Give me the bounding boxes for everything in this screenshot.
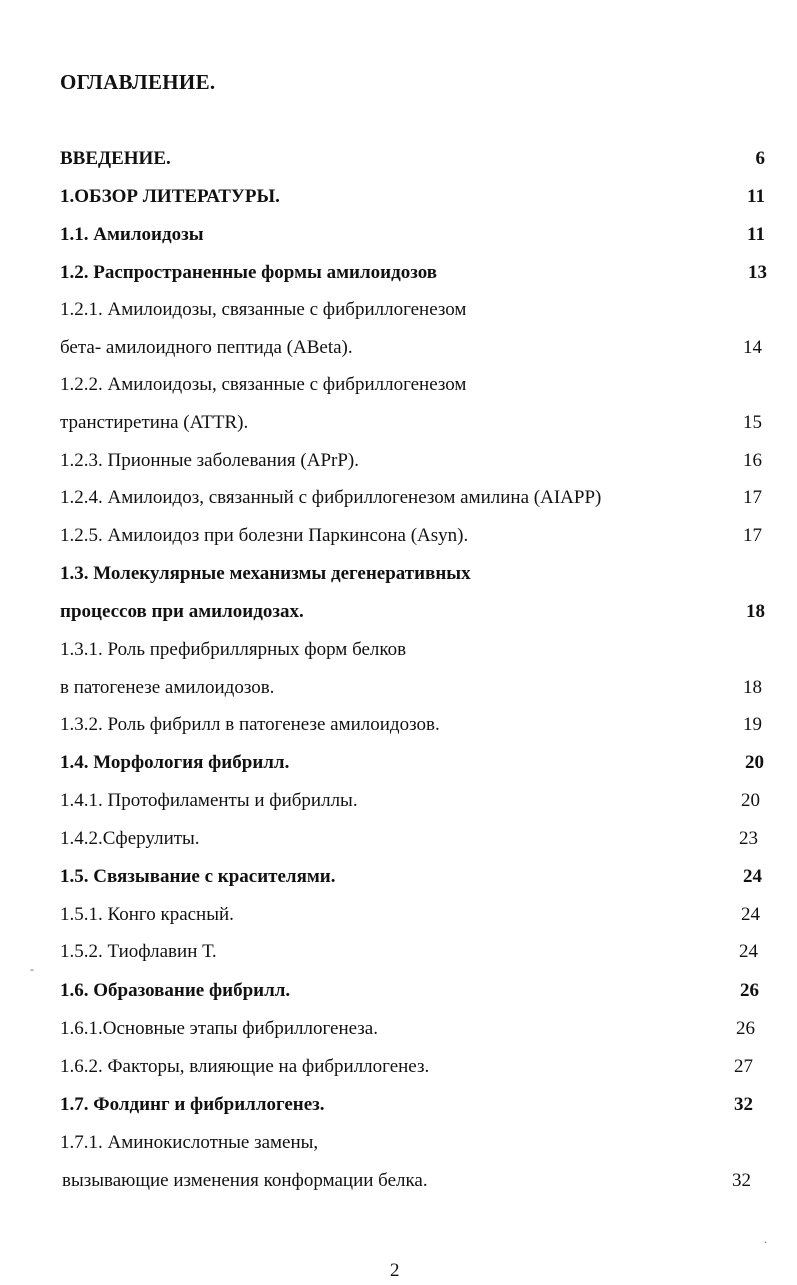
- toc-entry-text: транстиретина (ATTR).: [60, 412, 249, 433]
- toc-entry-text: 1.2.3. Прионные заболевания (APrP).: [60, 450, 360, 471]
- toc-title: ОГЛАВЛЕНИЕ.: [60, 70, 216, 94]
- toc-entry-page: 24: [739, 941, 758, 962]
- toc-entry-page: 11: [747, 186, 765, 207]
- toc-entry-text: 1.2.2. Амилоидозы, связанные с фибриллогенезом: [60, 374, 467, 395]
- toc-entry-page: 20: [741, 790, 760, 811]
- toc-entry-page: 24: [743, 866, 762, 887]
- toc-entry-text: 1.7. Фолдинг и фибриллогенез.: [60, 1094, 325, 1115]
- toc-entry-text: 1.ОБЗОР ЛИТЕРАТУРЫ.: [60, 186, 280, 207]
- toc-entry-page: 32: [732, 1170, 751, 1191]
- toc-entry-text: процессов при амилоидозах.: [60, 601, 304, 622]
- toc-entry-page: 11: [747, 224, 765, 245]
- toc-entry-text: 1.1. Амилоидозы: [60, 224, 204, 245]
- toc-entry-text: 1.6.1.Основные этапы фибриллогенеза.: [60, 1018, 378, 1039]
- toc-entry-text: 1.2.5. Амилоидоз при болезни Паркинсона (Asyn).: [60, 525, 469, 546]
- toc-entry-text: 1.5. Связывание с красителями.: [60, 866, 336, 887]
- toc-entry-text: 1.6.2. Факторы, влияющие на фибриллогенез.: [60, 1056, 430, 1077]
- toc-entry-text: 1.2.4. Амилоидоз, связанный с фибриллогенезом амилина (AIAPP): [60, 487, 602, 508]
- toc-entry-text: 1.5.1. Конго красный.: [60, 904, 234, 925]
- toc-entry-text: 1.2.1. Амилоидозы, связанные с фибриллогенезом: [60, 299, 467, 320]
- toc-entry-page: 24: [741, 904, 760, 925]
- toc-entry-text: 1.4.1. Протофиламенты и фибриллы.: [60, 790, 358, 811]
- page-number: 2: [390, 1260, 400, 1281]
- toc-entry-page: 27: [734, 1056, 753, 1077]
- scan-speck: .: [764, 1232, 767, 1246]
- toc-entry-page: 6: [755, 148, 765, 169]
- toc-entry-text: в патогенезе амилоидозов.: [60, 677, 275, 698]
- toc-entry-page: 17: [743, 487, 762, 508]
- toc-entry-text: 1.4.2.Сферулиты.: [60, 828, 200, 849]
- toc-entry-page: 26: [736, 1018, 755, 1039]
- toc-entry-page: 18: [746, 601, 765, 622]
- toc-entry-text: вызывающие изменения конформации белка.: [62, 1170, 428, 1191]
- toc-entry-text: ВВЕДЕНИЕ.: [60, 148, 171, 169]
- toc-entry-text: 1.3.2. Роль фибрилл в патогенезе амилоидозов.: [60, 714, 440, 735]
- toc-entry-page: 19: [743, 714, 762, 735]
- toc-entry-text: 1.2. Распространенные формы амилоидозов: [60, 262, 438, 283]
- toc-entry-page: 18: [743, 677, 762, 698]
- toc-entry-text: 1.6. Образование фибрилл.: [60, 980, 291, 1001]
- toc-entry-page: 17: [743, 525, 762, 546]
- toc-entry-text: 1.5.2. Тиофлавин Т.: [60, 941, 217, 962]
- toc-entry-text: бета- амилоидного пептида (ABeta).: [60, 337, 353, 358]
- toc-entry-page: 23: [739, 828, 758, 849]
- toc-entry-text: 1.3. Молекулярные механизмы дегенеративных: [60, 563, 471, 584]
- toc-entry-text: 1.4. Морфология фибрилл.: [60, 752, 290, 773]
- toc-entry-text: 1.7.1. Аминокислотные замены,: [60, 1132, 319, 1153]
- toc-entry-page: 32: [734, 1094, 753, 1115]
- toc-entry-page: 15: [743, 412, 762, 433]
- toc-entry-page: 14: [743, 337, 762, 358]
- toc-entry-page: 16: [743, 450, 762, 471]
- toc-entry-page: 26: [740, 980, 759, 1001]
- scan-speck: -: [30, 962, 34, 976]
- toc-entry-text: 1.3.1. Роль префибриллярных форм белков: [60, 639, 407, 660]
- toc-entry-page: 13: [748, 262, 767, 283]
- toc-entry-page: 20: [745, 752, 764, 773]
